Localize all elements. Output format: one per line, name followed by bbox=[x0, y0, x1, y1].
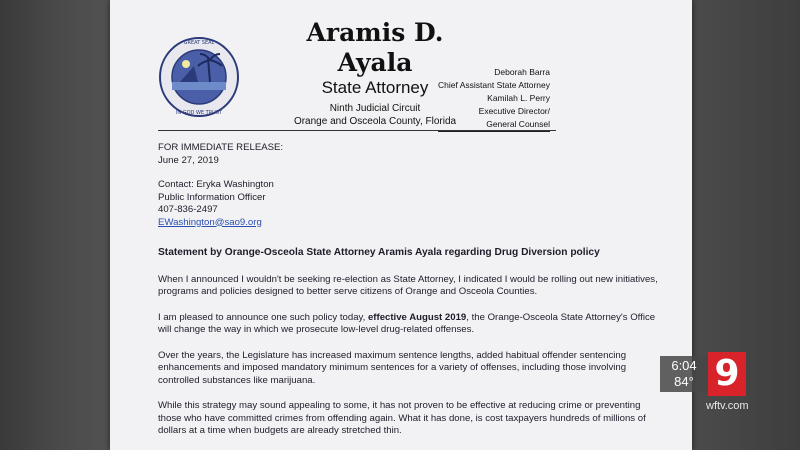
document-body bbox=[158, 142, 658, 450]
paragraph-2-post: , the Orange-Osceola State Attorney's Office will change the way in which we prosecute low-level drug-related offenses. bbox=[158, 311, 656, 335]
contact-phone: 407-836-2497 bbox=[158, 204, 218, 215]
staff-block bbox=[438, 66, 550, 132]
time-temp-box bbox=[660, 356, 708, 392]
attorney-name-line2: Ayala bbox=[337, 48, 413, 77]
paragraph-4: While this strategy may sound appealing to some, it has not proven to be effective at reducing crime or preventing those who have committed crimes from offending again. What it has done, is cost taxpayers hundreds of millions of dollars at a time when budgets are already stretched thin. bbox=[158, 400, 646, 436]
temp-display: 84° bbox=[674, 374, 694, 389]
circuit-line: Ninth Judicial Circuit bbox=[329, 103, 421, 114]
svg-text:GREAT SEAL: GREAT SEAL bbox=[183, 40, 215, 46]
staff-name-1: Deborah Barra bbox=[494, 67, 550, 77]
release-label: FOR IMMEDIATE RELEASE: bbox=[158, 142, 284, 153]
paragraph-2 bbox=[158, 312, 658, 337]
time-display: 6:04 bbox=[671, 358, 697, 373]
release-date: June 27, 2019 bbox=[158, 154, 219, 166]
state-seal-icon bbox=[158, 36, 240, 118]
paragraph-2-pre: I am pleased to announce one such policy today, bbox=[158, 311, 368, 323]
county-line: Orange and Osceola County, Florida bbox=[293, 116, 457, 127]
press-release-document bbox=[110, 0, 692, 450]
paragraph-2-bold: effective August 2019 bbox=[367, 311, 467, 323]
attorney-name-line1: Aramis D. bbox=[306, 18, 444, 47]
staff-title-2b: General Counsel bbox=[438, 118, 550, 132]
statement-title: Statement by Orange-Osceola State Attorney Aramis Ayala regarding Drug Diversion policy bbox=[158, 247, 600, 258]
header-divider bbox=[158, 130, 556, 131]
channel-logo: 9 bbox=[708, 352, 746, 396]
contact-role: Public Information Officer bbox=[158, 191, 266, 203]
attorney-title: State Attorney bbox=[321, 78, 429, 97]
paragraph-1: When I announced I wouldn't be seeking re-election as State Attorney, I indicated I would be rolling out new initiatives, programs and policies designed to better serve citizens of Orange and Osceola Counties. bbox=[158, 273, 658, 297]
station-bug bbox=[660, 352, 784, 396]
staff-name-2: Kamilah L. Perry bbox=[487, 93, 550, 103]
station-url: wftv.com bbox=[706, 400, 749, 412]
staff-title-2a: Executive Director/ bbox=[478, 106, 550, 116]
svg-text:IN GOD WE TRUST: IN GOD WE TRUST bbox=[175, 110, 223, 116]
contact-email-link[interactable]: EWashington@sao9.org bbox=[158, 216, 262, 228]
staff-title-1: Chief Assistant State Attorney bbox=[438, 80, 550, 90]
paragraph-3: Over the years, the Legislature has increased maximum sentence lengths, added habitual offender sentencing enhancements and imposed mandatory minimum sentences for a variety of offenses, including those involving controlled substances like marijuana. bbox=[158, 349, 627, 386]
contact-name: Contact: Eryka Washington bbox=[158, 179, 274, 190]
